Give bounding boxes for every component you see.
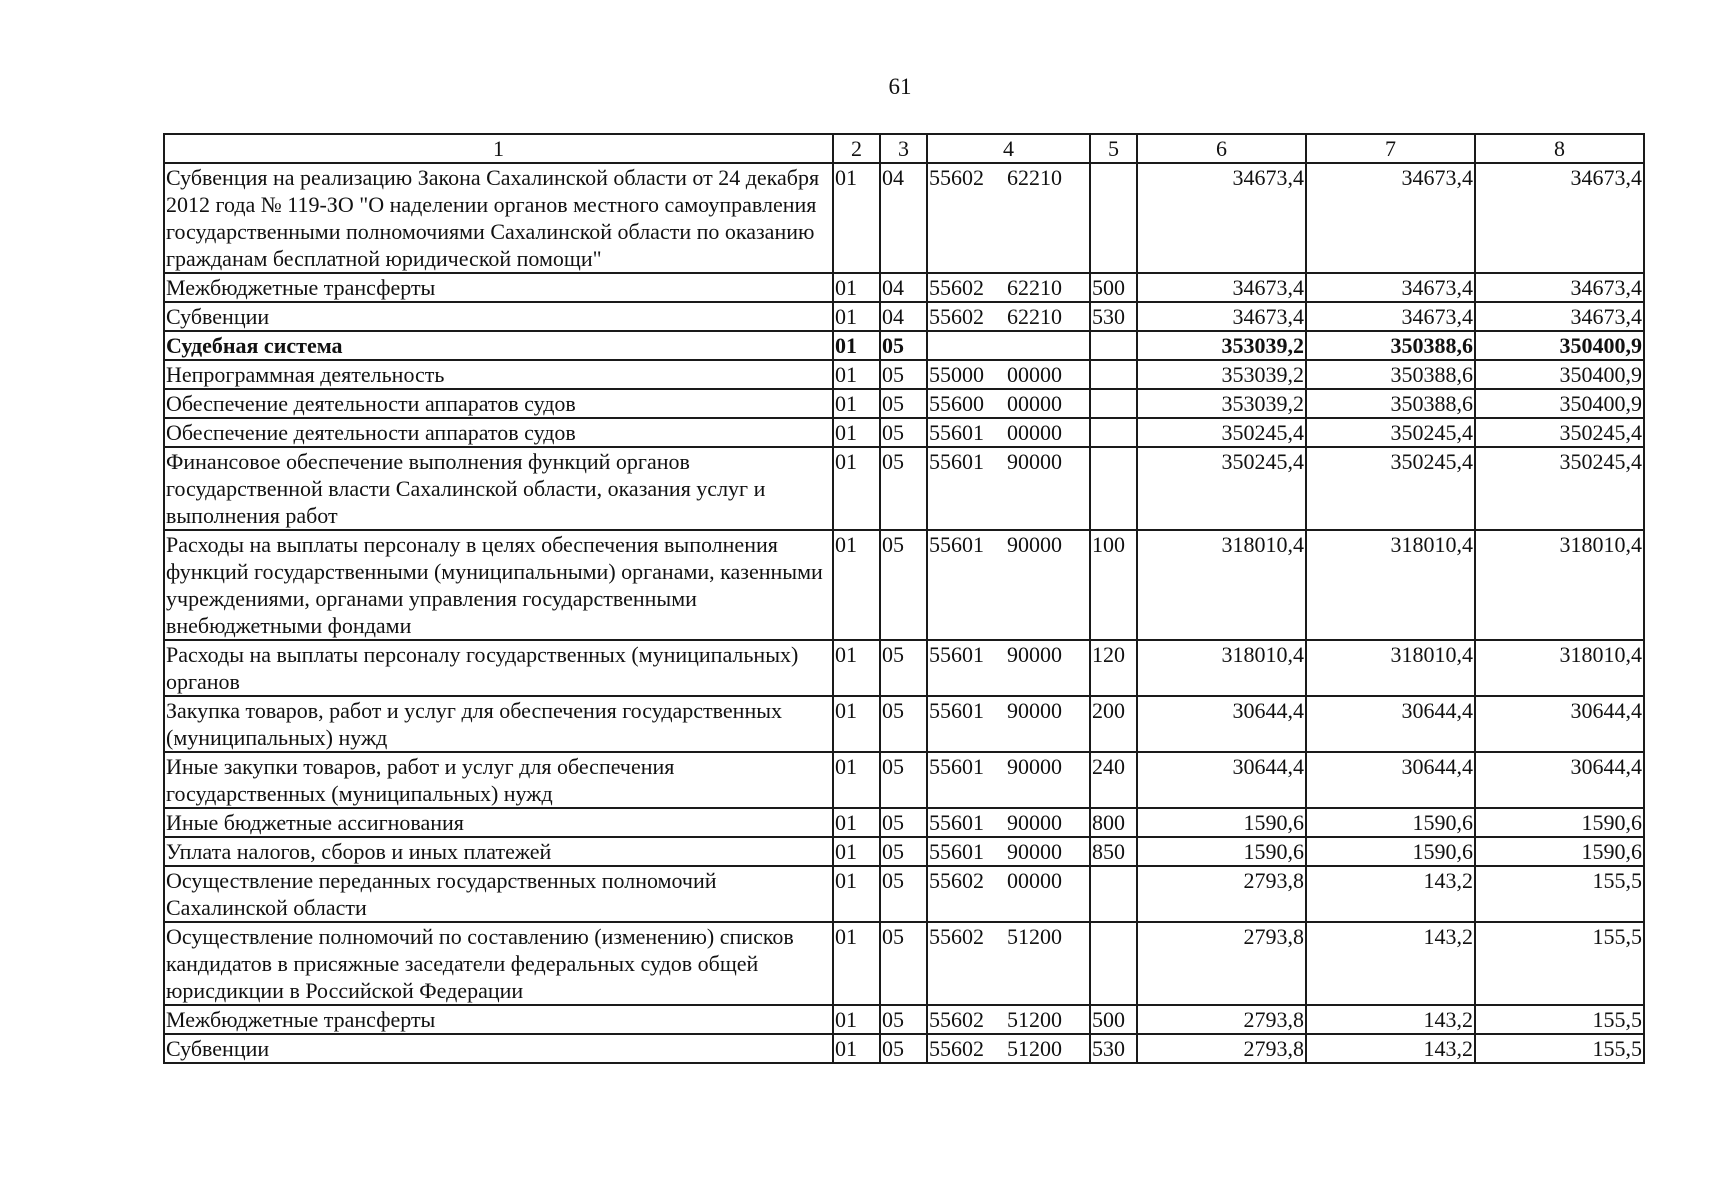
expense-name: Непрограммная деятельность <box>164 360 833 389</box>
amount-col-7: 30644,4 <box>1306 752 1475 808</box>
amount-col-7: 30644,4 <box>1306 696 1475 752</box>
target-article-program: 55602 <box>929 275 984 300</box>
amount-col-7: 350388,6 <box>1306 331 1475 360</box>
table-row <box>164 866 1644 922</box>
subsection-code: 04 <box>880 273 927 302</box>
subsection-code: 05 <box>880 418 927 447</box>
target-article-direction: 90000 <box>1007 754 1062 779</box>
section-code: 01 <box>833 302 880 331</box>
target-article-code <box>927 447 1090 530</box>
amount-col-7: 34673,4 <box>1306 163 1475 273</box>
target-article-program: 55602 <box>929 924 984 949</box>
target-article-code <box>927 1034 1090 1063</box>
subsection-code: 05 <box>880 808 927 837</box>
amount-col-6: 34673,4 <box>1137 163 1306 273</box>
subsection-code: 05 <box>880 530 927 640</box>
amount-col-7: 350388,6 <box>1306 389 1475 418</box>
expense-name: Судебная система <box>164 331 833 360</box>
target-article-code <box>927 866 1090 922</box>
subsection-code: 05 <box>880 837 927 866</box>
target-article-direction: 00000 <box>1007 391 1062 416</box>
column-header: 3 <box>880 134 927 163</box>
column-header: 2 <box>833 134 880 163</box>
target-article-direction: 90000 <box>1007 810 1062 835</box>
target-article-direction: 00000 <box>1007 420 1062 445</box>
amount-col-7: 1590,6 <box>1306 837 1475 866</box>
amount-col-7: 34673,4 <box>1306 273 1475 302</box>
amount-col-6: 353039,2 <box>1137 389 1306 418</box>
target-article-program: 55000 <box>929 362 984 387</box>
budget-table <box>163 133 1645 1064</box>
target-article-direction: 51200 <box>1007 1036 1062 1061</box>
amount-col-6: 2793,8 <box>1137 1034 1306 1063</box>
column-header: 6 <box>1137 134 1306 163</box>
amount-col-6: 353039,2 <box>1137 360 1306 389</box>
table-row <box>164 1005 1644 1034</box>
target-article-direction: 62210 <box>1007 275 1062 300</box>
amount-col-8: 318010,4 <box>1475 530 1644 640</box>
amount-col-8: 350245,4 <box>1475 418 1644 447</box>
amount-col-6: 350245,4 <box>1137 447 1306 530</box>
target-article-code <box>927 640 1090 696</box>
amount-col-7: 143,2 <box>1306 866 1475 922</box>
amount-col-6: 34673,4 <box>1137 273 1306 302</box>
expense-type-code <box>1090 447 1137 530</box>
subsection-code: 05 <box>880 866 927 922</box>
expense-type-code <box>1090 418 1137 447</box>
table-body <box>164 163 1644 1063</box>
expense-name: Иные закупки товаров, работ и услуг для обеспечения государственных (муниципальных) нужд <box>164 752 833 808</box>
section-code: 01 <box>833 640 880 696</box>
table-row <box>164 922 1644 1005</box>
amount-col-7: 350388,6 <box>1306 360 1475 389</box>
section-code: 01 <box>833 866 880 922</box>
target-article-code <box>927 389 1090 418</box>
amount-col-8: 155,5 <box>1475 866 1644 922</box>
amount-col-6: 2793,8 <box>1137 1005 1306 1034</box>
subsection-code: 05 <box>880 696 927 752</box>
expense-type-code: 500 <box>1090 1005 1137 1034</box>
amount-col-7: 318010,4 <box>1306 640 1475 696</box>
section-code: 01 <box>833 1034 880 1063</box>
amount-col-6: 318010,4 <box>1137 530 1306 640</box>
target-article-code <box>927 302 1090 331</box>
target-article-direction: 90000 <box>1007 642 1062 667</box>
amount-col-6: 1590,6 <box>1137 808 1306 837</box>
amount-col-7: 34673,4 <box>1306 302 1475 331</box>
target-article-direction: 90000 <box>1007 449 1062 474</box>
target-article-direction: 00000 <box>1007 868 1062 893</box>
target-article-code <box>927 696 1090 752</box>
expense-name: Обеспечение деятельности аппаратов судов <box>164 418 833 447</box>
amount-col-7: 1590,6 <box>1306 808 1475 837</box>
page-number: 61 <box>888 74 912 99</box>
target-article-program: 55601 <box>929 420 984 445</box>
table-row <box>164 331 1644 360</box>
amount-col-6: 30644,4 <box>1137 752 1306 808</box>
expense-name: Межбюджетные трансферты <box>164 1005 833 1034</box>
table-row <box>164 808 1644 837</box>
table-row <box>164 389 1644 418</box>
target-article-program: 55601 <box>929 642 984 667</box>
amount-col-7: 143,2 <box>1306 1005 1475 1034</box>
target-article-code <box>927 1005 1090 1034</box>
amount-col-8: 34673,4 <box>1475 302 1644 331</box>
expense-type-code <box>1090 866 1137 922</box>
table-row <box>164 1034 1644 1063</box>
amount-col-6: 2793,8 <box>1137 922 1306 1005</box>
table-row <box>164 530 1644 640</box>
target-article-code <box>927 331 1090 360</box>
expense-name: Субвенция на реализацию Закона Сахалинской области от 24 декабря 2012 года № 119-ЗО "О наделении органов местного самоуправления государственными полномочиями Сахалинской области по оказанию гражданам бесплатной юридической помощи" <box>164 163 833 273</box>
column-header: 5 <box>1090 134 1137 163</box>
column-header: 8 <box>1475 134 1644 163</box>
amount-col-7: 143,2 <box>1306 922 1475 1005</box>
table-row <box>164 360 1644 389</box>
target-article-program: 55601 <box>929 754 984 779</box>
target-article-program: 55602 <box>929 304 984 329</box>
expense-name: Осуществление полномочий по составлению (изменению) списков кандидатов в присяжные заседатели федеральных судов общей юрисдикции в Российской Федерации <box>164 922 833 1005</box>
target-article-code <box>927 163 1090 273</box>
subsection-code: 05 <box>880 752 927 808</box>
expense-name: Иные бюджетные ассигнования <box>164 808 833 837</box>
expense-name: Финансовое обеспечение выполнения функций органов государственной власти Сахалинской области, оказания услуг и выполнения работ <box>164 447 833 530</box>
amount-col-6: 318010,4 <box>1137 640 1306 696</box>
amount-col-8: 1590,6 <box>1475 808 1644 837</box>
subsection-code: 05 <box>880 360 927 389</box>
target-article-direction: 90000 <box>1007 698 1062 723</box>
amount-col-6: 350245,4 <box>1137 418 1306 447</box>
amount-col-8: 34673,4 <box>1475 273 1644 302</box>
subsection-code: 04 <box>880 302 927 331</box>
expense-type-code: 500 <box>1090 273 1137 302</box>
table-row <box>164 418 1644 447</box>
section-code: 01 <box>833 808 880 837</box>
table-row <box>164 640 1644 696</box>
section-code: 01 <box>833 837 880 866</box>
section-code: 01 <box>833 273 880 302</box>
subsection-code: 05 <box>880 922 927 1005</box>
target-article-program: 55602 <box>929 165 984 190</box>
amount-col-8: 318010,4 <box>1475 640 1644 696</box>
expense-type-code: 120 <box>1090 640 1137 696</box>
target-article-program: 55602 <box>929 1007 984 1032</box>
subsection-code: 05 <box>880 389 927 418</box>
expense-name: Уплата налогов, сборов и иных платежей <box>164 837 833 866</box>
section-code: 01 <box>833 530 880 640</box>
subsection-code: 04 <box>880 163 927 273</box>
expense-type-code: 850 <box>1090 837 1137 866</box>
target-article-direction: 90000 <box>1007 839 1062 864</box>
amount-col-6: 30644,4 <box>1137 696 1306 752</box>
target-article-code <box>927 360 1090 389</box>
subsection-code: 05 <box>880 640 927 696</box>
table-row <box>164 273 1644 302</box>
subsection-code: 05 <box>880 447 927 530</box>
target-article-direction: 62210 <box>1007 165 1062 190</box>
amount-col-8: 30644,4 <box>1475 696 1644 752</box>
subsection-code: 05 <box>880 1034 927 1063</box>
section-code: 01 <box>833 418 880 447</box>
amount-col-8: 30644,4 <box>1475 752 1644 808</box>
amount-col-7: 318010,4 <box>1306 530 1475 640</box>
expense-type-code: 530 <box>1090 302 1137 331</box>
target-article-direction: 51200 <box>1007 924 1062 949</box>
expense-type-code <box>1090 922 1137 1005</box>
amount-col-7: 143,2 <box>1306 1034 1475 1063</box>
section-code: 01 <box>833 447 880 530</box>
amount-col-6: 353039,2 <box>1137 331 1306 360</box>
amount-col-7: 350245,4 <box>1306 418 1475 447</box>
section-code: 01 <box>833 163 880 273</box>
amount-col-8: 155,5 <box>1475 1034 1644 1063</box>
target-article-direction: 62210 <box>1007 304 1062 329</box>
target-article-code <box>927 752 1090 808</box>
expense-type-code: 100 <box>1090 530 1137 640</box>
amount-col-8: 155,5 <box>1475 922 1644 1005</box>
target-article-program: 55602 <box>929 1036 984 1061</box>
column-header: 7 <box>1306 134 1475 163</box>
amount-col-6: 34673,4 <box>1137 302 1306 331</box>
expense-name: Расходы на выплаты персоналу в целях обеспечения выполнения функций государственными (муниципальными) органами, казенными учреждениями, органами управления государственными внебюджетными фондами <box>164 530 833 640</box>
target-article-program: 55601 <box>929 698 984 723</box>
target-article-direction: 00000 <box>1007 362 1062 387</box>
target-article-code <box>927 808 1090 837</box>
subsection-code: 05 <box>880 1005 927 1034</box>
amount-col-6: 1590,6 <box>1137 837 1306 866</box>
expense-name: Расходы на выплаты персоналу государственных (муниципальных) органов <box>164 640 833 696</box>
amount-col-8: 350400,9 <box>1475 360 1644 389</box>
target-article-program: 55602 <box>929 868 984 893</box>
expense-type-code <box>1090 331 1137 360</box>
section-code: 01 <box>833 752 880 808</box>
table-row <box>164 837 1644 866</box>
subsection-code: 05 <box>880 331 927 360</box>
expense-type-code: 200 <box>1090 696 1137 752</box>
amount-col-8: 350245,4 <box>1475 447 1644 530</box>
section-code: 01 <box>833 331 880 360</box>
column-header: 1 <box>164 134 833 163</box>
expense-type-code: 800 <box>1090 808 1137 837</box>
expense-type-code: 240 <box>1090 752 1137 808</box>
expense-name: Субвенции <box>164 302 833 331</box>
section-code: 01 <box>833 696 880 752</box>
target-article-code <box>927 418 1090 447</box>
expense-name: Межбюджетные трансферты <box>164 273 833 302</box>
amount-col-7: 350245,4 <box>1306 447 1475 530</box>
table-row <box>164 696 1644 752</box>
amount-col-6: 2793,8 <box>1137 866 1306 922</box>
target-article-program: 55601 <box>929 839 984 864</box>
target-article-program: 55601 <box>929 532 984 557</box>
amount-col-8: 34673,4 <box>1475 163 1644 273</box>
expense-type-code <box>1090 360 1137 389</box>
expense-name: Обеспечение деятельности аппаратов судов <box>164 389 833 418</box>
amount-col-8: 155,5 <box>1475 1005 1644 1034</box>
expense-name: Закупка товаров, работ и услуг для обеспечения государственных (муниципальных) нужд <box>164 696 833 752</box>
target-article-code <box>927 273 1090 302</box>
amount-col-8: 1590,6 <box>1475 837 1644 866</box>
table-row <box>164 302 1644 331</box>
target-article-program: 55601 <box>929 449 984 474</box>
column-number-row <box>164 134 1644 163</box>
section-code: 01 <box>833 389 880 418</box>
expense-name: Осуществление переданных государственных полномочий Сахалинской области <box>164 866 833 922</box>
section-code: 01 <box>833 360 880 389</box>
section-code: 01 <box>833 922 880 1005</box>
target-article-program: 55601 <box>929 810 984 835</box>
target-article-direction: 51200 <box>1007 1007 1062 1032</box>
target-article-code <box>927 530 1090 640</box>
amount-col-8: 350400,9 <box>1475 331 1644 360</box>
table-row <box>164 447 1644 530</box>
target-article-direction: 90000 <box>1007 532 1062 557</box>
amount-col-8: 350400,9 <box>1475 389 1644 418</box>
section-code: 01 <box>833 1005 880 1034</box>
expense-type-code <box>1090 389 1137 418</box>
target-article-program: 55600 <box>929 391 984 416</box>
table-row <box>164 163 1644 273</box>
expense-name: Субвенции <box>164 1034 833 1063</box>
target-article-code <box>927 837 1090 866</box>
target-article-code <box>927 922 1090 1005</box>
column-header: 4 <box>927 134 1090 163</box>
expense-type-code: 530 <box>1090 1034 1137 1063</box>
table-row <box>164 752 1644 808</box>
expense-type-code <box>1090 163 1137 273</box>
